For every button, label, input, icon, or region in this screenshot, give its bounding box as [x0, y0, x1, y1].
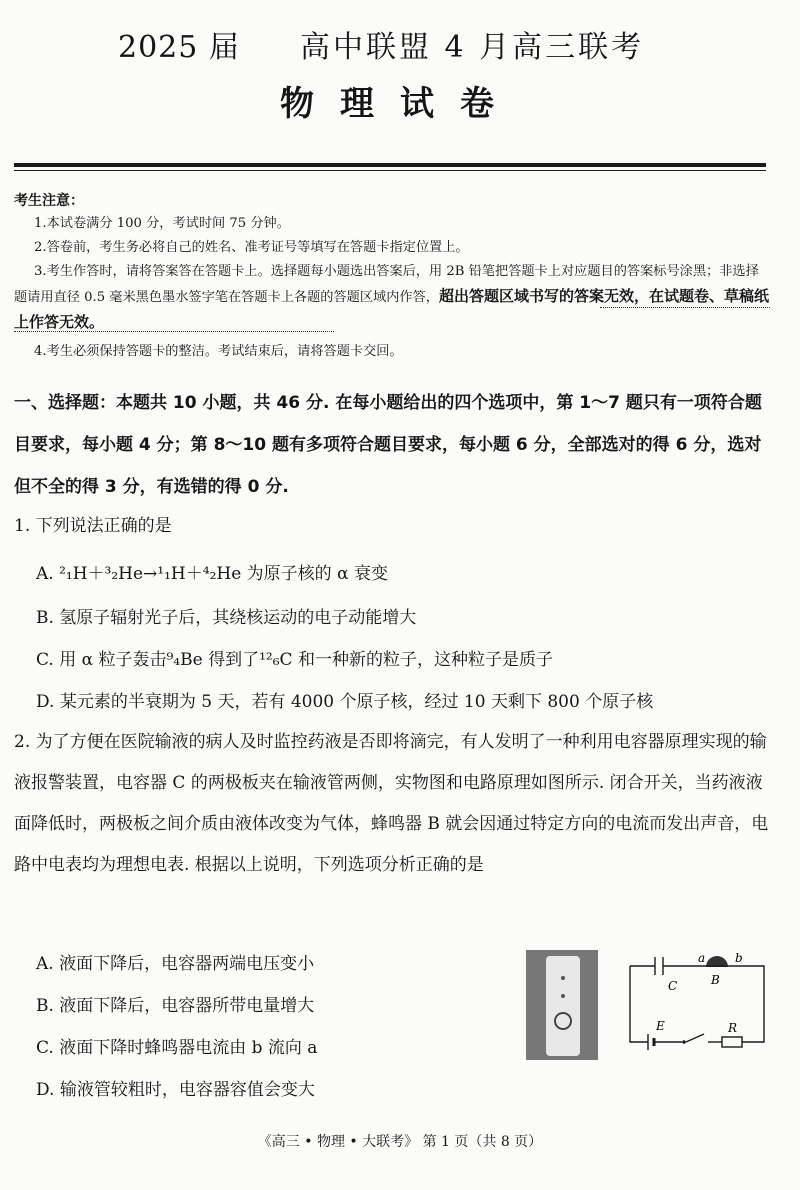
notice-item-3-text: 3.考生作答时，请将答案答在答题卡上。选择题每小题选出答案后，用 2B 铅笔把答题卡上对应题目的答案标号涂黑；非选择题请用直径 0.5 毫米黑色墨水签字笔在答题卡上各题的答题区域内作答，	[14, 264, 759, 305]
label-battery: E	[656, 1019, 665, 1033]
question-1-option-a: A. ²₁H＋³₂He→¹₁H＋⁴₂He 为原子核的 α 衰变	[36, 564, 388, 584]
exam-name: 高中联盟 4 月高三联考	[300, 30, 645, 65]
label-b: b	[735, 951, 743, 965]
header-rule-thick	[14, 163, 766, 167]
question-2-stem: 2. 为了方便在医院输液的病人及时监控药液是否即将滴完，有人发明了一种利用电容器原理实现的输液报警装置，电容器 C 的两极板夹在输液管两侧，实物图和电路原理如图所示. 闭合开关，当药液液面降低时，两极板之间介质由液体改变为气体，蜂鸣器 B 就会因通过特定方向的电流而发出声音，电路中电表均为理想电表. 根据以上说明，下列选项分析正确的是	[14, 732, 769, 875]
resistor	[722, 1037, 742, 1047]
label-a: a	[698, 951, 706, 965]
notice-item-1: 1.本试卷满分 100 分，考试时间 75 分钟。	[34, 216, 290, 231]
device-photo-ring	[554, 1012, 572, 1030]
label-buzzer: B	[711, 973, 720, 987]
device-photo-clip	[546, 956, 580, 1056]
header-rule-thin	[14, 170, 766, 171]
notice-heading: 考生注意：	[14, 193, 84, 209]
label-capacitor: C	[668, 979, 678, 993]
paper-title: 物理试卷	[280, 84, 520, 124]
switch-lever	[686, 1034, 704, 1042]
question-1-option-d: D. 某元素的半衰期为 5 天，若有 4000 个原子核，经过 10 天剩下 800 个原子核	[36, 692, 654, 712]
question-2-option-c: C. 液面下降时蜂鸣器电流由 b 流向 a	[36, 1038, 318, 1058]
page-footer: 《高三 • 物理 • 大联考》 第 1 页（共 8 页）	[257, 1134, 543, 1150]
question-1-option-c: C. 用 α 粒子轰击⁹₄Be 得到了¹²₆C 和一种新的粒子，这种粒子是质子	[36, 650, 553, 670]
circuit-diagram	[622, 948, 772, 1058]
device-photo	[526, 950, 598, 1060]
question-1-option-b: B. 氢原子辐射光子后，其绕核运动的电子动能增大	[36, 608, 417, 628]
notice-item-3	[14, 260, 770, 336]
device-photo-dot	[561, 976, 565, 980]
question-2-option-d: D. 输液管较粗时，电容器容值会变大	[36, 1080, 315, 1100]
device-photo-dot	[561, 994, 565, 998]
notice-item-4: 4.考生必须保持答题卡的整洁。考试结束后，请将答题卡交回。	[34, 344, 403, 359]
wire-left	[630, 966, 648, 1042]
switch-contact	[682, 1040, 686, 1044]
label-resistor: R	[728, 1021, 738, 1035]
emphasis-dots-1	[600, 307, 770, 308]
section-instructions: 一、选择题：本题共 10 小题，共 46 分. 在每小题给出的四个选项中，第 1～7 题只有一项符合题目要求，每小题 4 分；第 8～10 题有多项符合题目要求，每小题 6 分，全部选对的得 6 分，选对但不全的得 3 分，有选错的得 0 分.	[14, 393, 762, 497]
emphasis-dots-2	[14, 331, 334, 332]
question-2-option-a: A. 液面下降后，电容器两端电压变小	[36, 954, 315, 974]
notice-item-3-bold: 超出答题区域书写的答案无效，在试题卷、草稿纸上作答无效。	[14, 287, 769, 331]
question-1-stem: 1. 下列说法正确的是	[14, 516, 172, 536]
question-2-option-b: B. 液面下降后，电容器所带电量增大	[36, 996, 315, 1016]
notice-item-2: 2.答卷前，考生务必将自己的姓名、准考证号等填写在答题卡指定位置上。	[34, 240, 469, 255]
exam-year: 2025 届	[118, 30, 240, 65]
